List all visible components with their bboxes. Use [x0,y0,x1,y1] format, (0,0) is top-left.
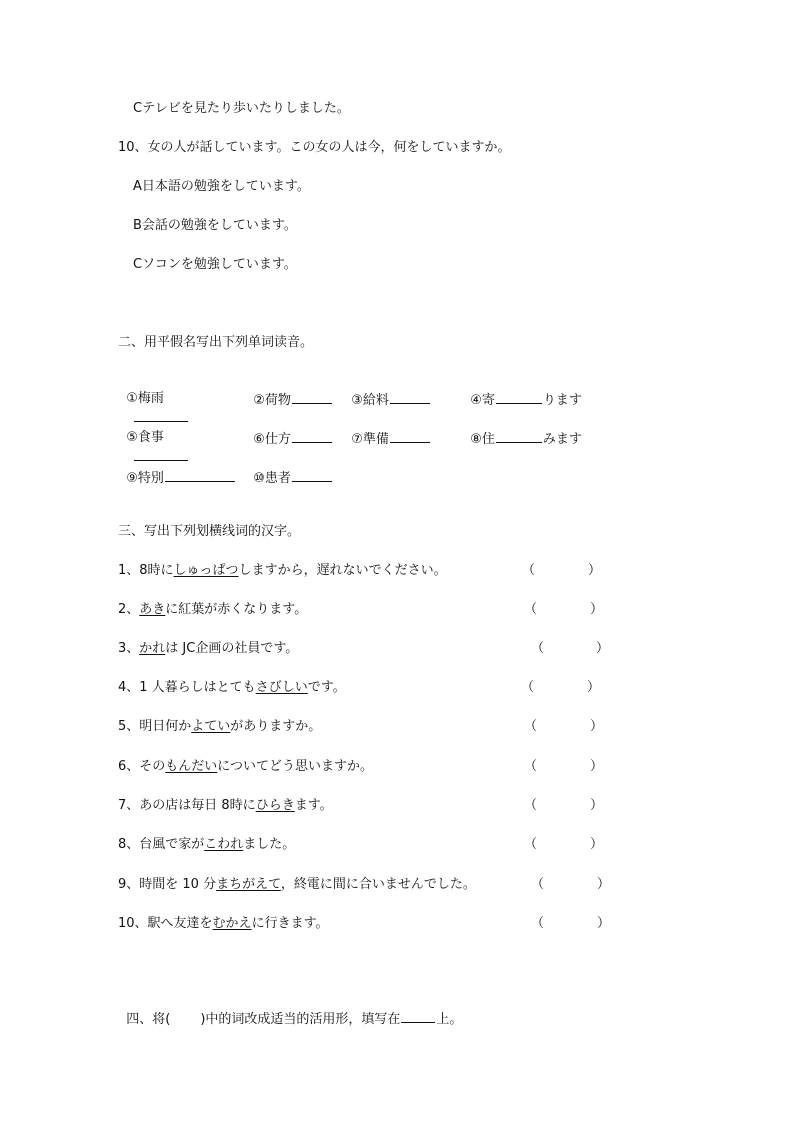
answer-blank[interactable] [292,468,332,482]
answer-paren-open: （ [524,719,538,734]
answer-paren-open: （ [531,641,545,656]
reading-item-8 [462,411,582,449]
question-text: に紅葉が赤くなります。 [165,602,308,617]
reading-item-6 [245,411,333,449]
reading-item-3 [343,372,431,410]
section4-title-pre: 四、将( [126,1012,171,1027]
q10-option-c: Cソコンを勉強しています。 [133,257,297,272]
question-text: しますから，遅れないでください。 [238,563,447,578]
q10-option-a: A日本語の勉強をしています。 [133,179,310,194]
reading-word: ②荷物 [253,393,291,408]
question-text: 4、1 人暮らしはとても [118,680,256,695]
question-text: に行きます。 [251,916,329,931]
answer-blank[interactable] [401,1009,435,1023]
reading-item-4 [462,372,582,410]
reading-suffix: みます [542,432,582,447]
q10-option-b: B会話の勉強をしています。 [133,218,297,233]
kanji-question-4 [118,679,346,697]
answer-blank[interactable] [390,390,430,404]
answer-paren-open: （ [531,916,545,931]
underlined-word: もんだい [165,759,218,774]
reading-item-7 [343,411,431,449]
answer-paren-open: （ [521,680,535,695]
underlined-word: かれ [139,641,166,656]
question-text: 8、台風で家が [118,837,205,852]
answer-paren-open: （ [524,837,538,852]
section4-title [118,991,462,1029]
reading-word: ④寄 [470,393,495,408]
underlined-word: ひらき [255,798,295,813]
answer-paren-close: ） [596,641,610,656]
answer-paren-close: ） [590,719,604,734]
section3-title: 三、写出下列划横线词的汉字。 [118,524,301,539]
question-text: 6、その [118,759,166,774]
answer-paren-close: ） [590,837,604,852]
answer-paren-open: （ [522,563,536,578]
answer-paren-close: ） [590,798,604,813]
reading-word: ⑩患者 [253,471,291,486]
q9-option-c: Cテレビを見たり歩いたりしました。 [133,101,350,116]
underlined-word: あき [139,602,166,617]
underlined-word: よてい [191,719,231,734]
answer-paren-close: ） [597,877,611,892]
reading-word: ⑦準備 [351,432,389,447]
question-text: 7、あの店は毎日 8時に [118,798,256,813]
underlined-word: まちがえて [216,877,281,892]
answer-paren-open: （ [524,798,538,813]
reading-suffix: ります [542,393,582,408]
question-text: ました。 [243,837,296,852]
answer-paren-close: ） [597,916,611,931]
answer-paren-close: ） [590,602,604,617]
reading-item-2 [245,372,333,410]
answer-paren-close: ） [587,680,601,695]
answer-paren-open: （ [531,877,545,892]
reading-word: ①梅雨 [126,391,164,406]
reading-word: ⑧住 [470,432,495,447]
kanji-question-8 [118,836,295,854]
answer-blank[interactable] [292,429,332,443]
section4-title-post: 上。 [436,1012,463,1027]
question-text: 5、明日何か [118,719,192,734]
kanji-question-7 [118,797,333,815]
question-text: ，終電に間に合いませんでした。 [280,877,476,892]
underlined-word: こわれ [204,837,244,852]
kanji-question-9 [118,876,476,894]
section4-title-mid: )中的词改成适当的活用形，填写在 [200,1012,401,1027]
underlined-word: しゅっぱつ [173,563,239,578]
reading-item-9 [118,450,236,488]
underlined-word: さびしい [255,680,308,695]
question-text: 9、時間を 10 分 [118,877,217,892]
kanji-question-6 [118,758,373,776]
answer-paren-close: ） [588,563,602,578]
reading-word: ⑨特別 [126,471,164,486]
question-text: 10、駅へ友達を [118,916,213,931]
question-text: 3、 [118,641,140,656]
underlined-word: むかえ [212,916,252,931]
kanji-question-1 [118,562,447,580]
q10-stem: 10、女の人が話しています。この女の人は今，何をしていますか。 [118,140,511,155]
question-text: ます。 [294,798,333,813]
kanji-question-2 [118,601,307,619]
section2-title: 二、用平假名写出下列单词读音。 [118,335,314,350]
kanji-question-10 [118,915,329,933]
answer-paren-open: （ [524,602,538,617]
reading-item-10 [245,450,333,488]
answer-blank[interactable] [496,390,542,404]
reading-word: ⑥仕方 [253,432,291,447]
question-text: がありますか。 [230,719,322,734]
answer-blank[interactable] [496,429,542,443]
reading-word: ③給料 [351,393,389,408]
kanji-question-3 [118,640,298,658]
answer-blank[interactable] [165,468,235,482]
question-text: 1、8時に [118,563,174,578]
answer-paren-open: （ [524,759,538,774]
answer-paren-close: ） [590,759,604,774]
answer-blank[interactable] [390,429,430,443]
reading-word: ⑤食事 [126,430,164,445]
question-text: は JC企画の社員です。 [165,641,299,656]
question-text: 2、 [118,602,140,617]
question-text: についてどう思いますか。 [217,759,374,774]
answer-blank[interactable] [292,390,332,404]
question-text: です。 [307,680,346,695]
kanji-question-5 [118,718,321,736]
